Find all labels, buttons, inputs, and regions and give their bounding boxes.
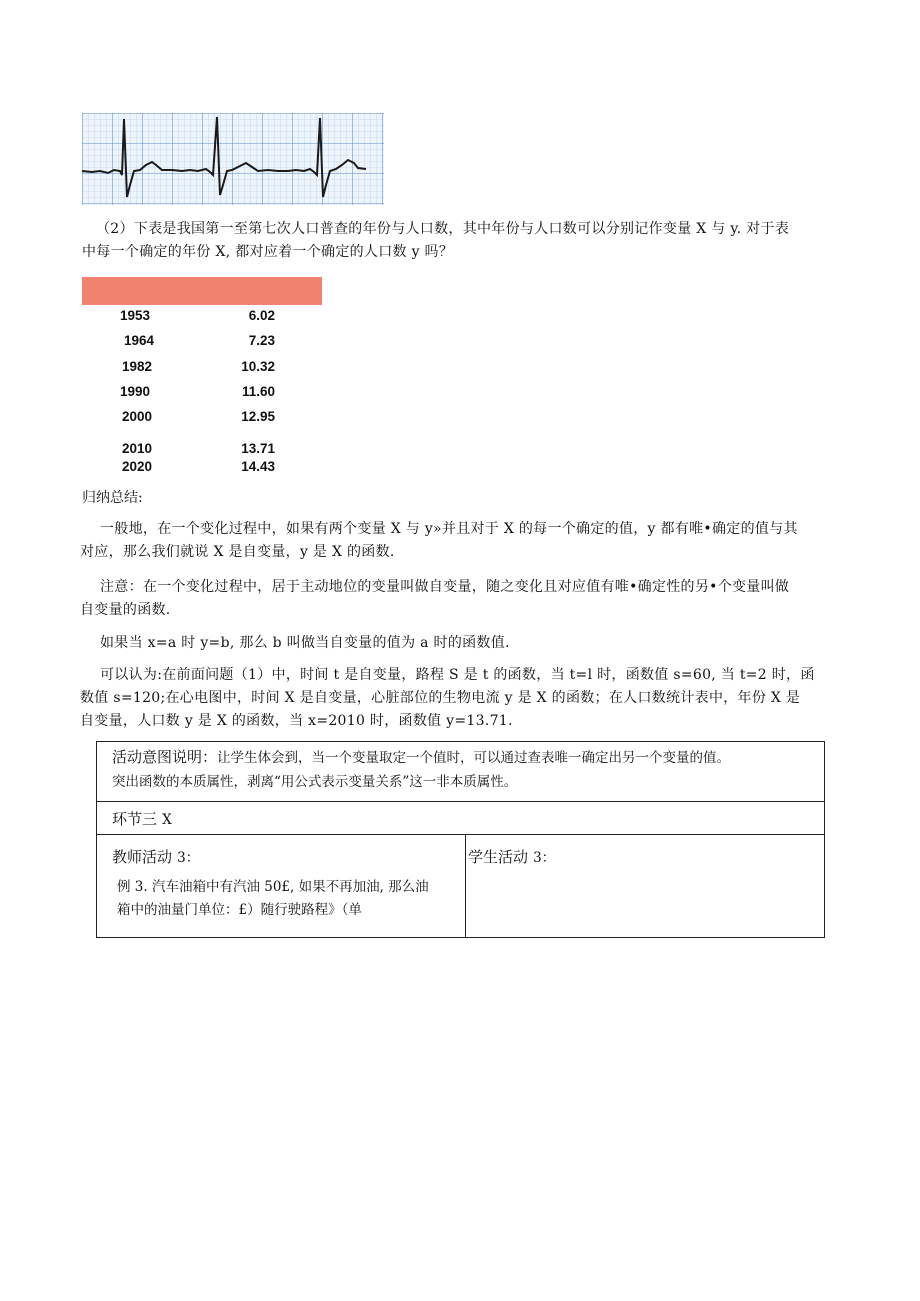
table-pop-1953: 6.02 bbox=[248, 308, 275, 323]
table-pop-1964: 7.23 bbox=[248, 333, 275, 348]
question-2-line-1: （2）下表是我国第一至第七次人口普查的年份与人口数，其中年份与人口数可以分别记作变量 X 与 y. 对于表 bbox=[96, 221, 790, 237]
activity-intent-title: 活动意图说明： bbox=[112, 749, 218, 766]
ecg-chart-image bbox=[82, 113, 384, 205]
activity-intent-box bbox=[96, 741, 825, 802]
summary-paragraph-1 bbox=[80, 518, 840, 564]
census-table-header bbox=[82, 277, 322, 305]
summary-p4-line-2: 数值 s=120;在心电图中，时间 X 是自变量，心脏部位的生物电流 y 是 X 的函数；在人口数统计表中，年份 X 是 bbox=[80, 690, 801, 706]
section-title: 环节三 bbox=[112, 811, 158, 828]
teacher-example-line-1: 例 3. 汽车油箱中有汽油 50£, 如果不再加油, 那么油 bbox=[117, 879, 429, 895]
table-pop-1982: 10.32 bbox=[241, 359, 275, 374]
teacher-activity-title: 教师活动 bbox=[112, 849, 173, 866]
summary-p4-line-3: 自变量，人口数 y 是 X 的函数，当 x=2010 时，函数值 y=13.71. bbox=[80, 713, 513, 729]
question-2-line-2: 中每一个确定的年份 X, 都对应着一个确定的人口数 y 吗？ bbox=[82, 244, 454, 260]
summary-p1-line-2: 对应，那么我们就说 X 是自变量，y 是 X 的函数. bbox=[80, 544, 395, 560]
table-year-2000: 2000 bbox=[122, 409, 153, 424]
table-year-1982: 1982 bbox=[122, 359, 153, 374]
table-pop-2020: 14.43 bbox=[241, 459, 275, 474]
table-pop-1990: 11.60 bbox=[241, 384, 275, 399]
summary-label: 归纳总结: bbox=[82, 490, 143, 506]
summary-p4-line-1: 可以认为:在前面问题（1）中，时间 t 是自变量，路程 S 是 t 的函数，当 t=l 时，函数值 s=60, 当 t=2 时，函 bbox=[100, 667, 815, 683]
teacher-activity-num: 3： bbox=[177, 850, 200, 866]
summary-paragraph-3: 如果当 x=a 时 y=b, 那么 b 叫做当自变量的值为 a 时的函数值. bbox=[100, 635, 510, 651]
summary-p1-line-1: 一般地，在一个变化过程中，如果有两个变量 X 与 y»并且对于 X 的每一个确定的值，y 都有唯•确定的值与其 bbox=[100, 521, 798, 537]
teacher-activity-cell bbox=[96, 834, 466, 938]
summary-paragraph-2 bbox=[80, 576, 840, 622]
section-box bbox=[96, 801, 825, 835]
table-pop-2010: 13.71 bbox=[241, 441, 275, 456]
table-year-2020: 2020 bbox=[122, 459, 153, 474]
table-year-1964: 1964 bbox=[124, 333, 155, 348]
student-activity-num: 3： bbox=[533, 850, 556, 866]
summary-p2-line-1: 注意：在一个变化过程中，居于主动地位的变量叫做自变量，随之变化且对应值有唯•确定性的另•个变量叫做 bbox=[100, 579, 790, 595]
student-activity-cell bbox=[465, 834, 825, 938]
table-year-1953: 1953 bbox=[120, 308, 151, 323]
student-activity-title: 学生活动 bbox=[468, 849, 529, 866]
section-title-suffix: X bbox=[162, 812, 172, 828]
summary-p2-line-2: 自变量的函数. bbox=[80, 602, 171, 618]
table-year-1990: 1990 bbox=[120, 384, 151, 399]
activity-intent-line-2: 突出函数的本质属性，剥离“用公式表示变量关系”这一非本质属性。 bbox=[112, 774, 518, 790]
table-pop-2000: 12.95 bbox=[241, 409, 275, 424]
table-year-2010: 2010 bbox=[122, 441, 153, 456]
summary-paragraph-4 bbox=[80, 664, 840, 733]
activity-intent-line-1: 让学生体会到，当一个变量取定一个值时，可以通过查表唯一确定出另一个变量的值。 bbox=[217, 750, 731, 766]
question-2 bbox=[82, 218, 856, 264]
teacher-example-line-2: 箱中的油量门单位：£）随行驶路程》（单 bbox=[117, 902, 362, 918]
